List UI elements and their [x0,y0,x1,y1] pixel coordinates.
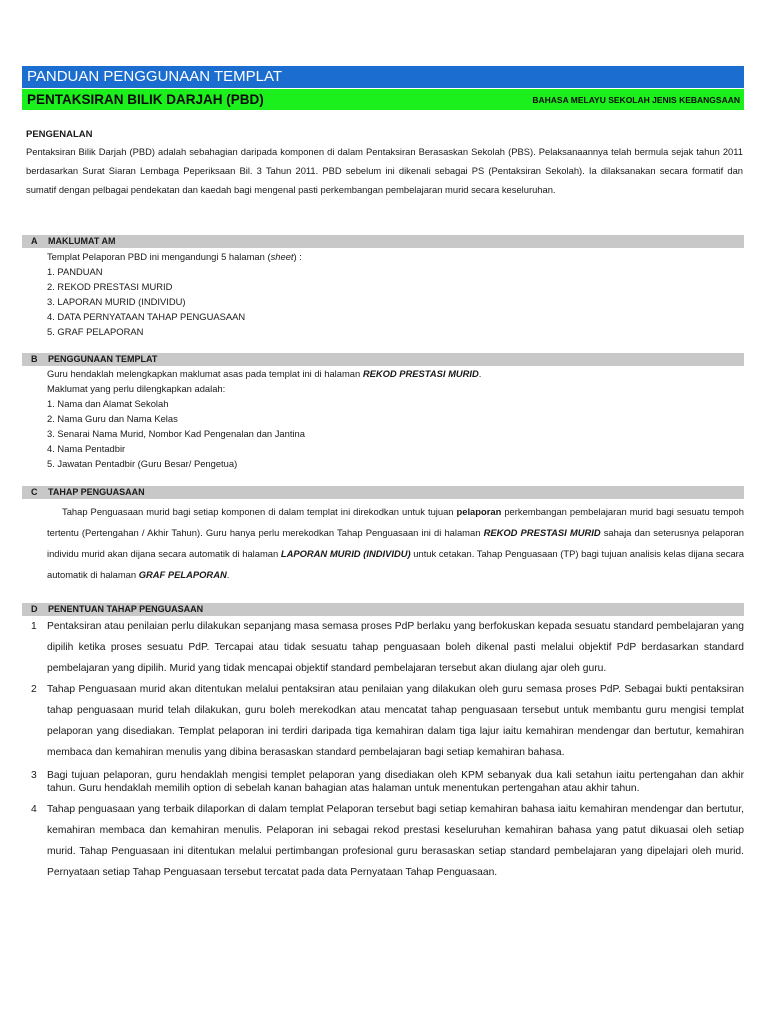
banner-subject: BAHASA MELAYU SEKOLAH JENIS KEBANGSAAN [532,94,740,105]
list-item: 2. REKOD PRESTASI MURID [47,281,173,292]
text-run: ) : [293,251,302,262]
item-text: Bagi tujuan pelaporan, guru hendaklah mengisi templet pelaporan yang disediakan oleh KPM sebanyak dua kali setahun iaitu pertengahan dan akhir tahun. Guru hendaklah memilih option di sebelah kanan bahagian atas halaman untuk menentukan pertengahan atau akhir tahun. [47,770,744,794]
section-c-letter: C [31,487,38,497]
emphasis-text: REKOD PRESTASI MURID [483,527,601,538]
section-b-lead [47,366,744,381]
item-number: 3 [31,770,37,781]
list-item: 1. PANDUAN [47,266,103,277]
numbered-item-4 [22,799,744,883]
emphasis-text: LAPORAN MURID (INDIVIDU) [280,548,411,559]
list-item: 2. Nama Guru dan Nama Kelas [47,413,178,424]
text-run: Tahap Penguasaan murid bagi setiap komponen di dalam templat ini direkodkan untuk tujuan [47,506,457,517]
numbered-item-3 [22,769,744,795]
numbered-item-2 [22,679,744,763]
banner-subtitle-bar [22,89,744,110]
text-run: sahaja dan seterusnya pelaporan individu murid akan dijana secara automatik di halaman [47,527,747,559]
item-text: Tahap Penguasaan murid akan ditentukan melalui pentaksiran atau penilaian yang dilakukan oleh guru semasa proses PdP. Sebagai bukti pentaksiran tahap penguasaan murid telah dilakukan, guru boleh merekodkan atau mencatat tahap penguasaan tersebut untuk membantu guru mengisi templat pelaporan yang disediakan. Templat pelaporan ini terdiri daripada tiga kemahiran dalam tiga lajur iaitu kemahiran mendengar dan bertutur, kemahiran membaca dan kemahiran menulis yang dibina berasaskan standard pembelajaran bagi setiap kemahiran bahasa. [47,684,744,758]
item-text: Pentaksiran atau penilaian perlu dilakukan sepanjang masa semasa proses PdP berlaku yang berfokuskan kepada sesuatu standard pembelajaran yang dipilih ketika proses sesuatu PdP. Tercapai atau tidak sesuatu tahap penguasaan boleh dikenal pasti melalui objektif PdP berdasarkan standard pembelajaran yang dipilih. Murid yang tidak mencapai objektif standard pembelajaran tersebut akan diulang ajar oleh guru. [47,621,744,674]
section-b-letter: B [31,354,38,364]
list-item: 5. Jawatan Pentadbir (Guru Besar/ Pengetua) [47,458,238,469]
section-d-header [22,603,744,616]
text-run: Templat Pelaporan PBD ini mengandungi 5 halaman ( [47,251,271,262]
item-number: 2 [31,684,37,695]
list-item: 3. Senarai Nama Murid, Nombor Kad Pengenalan dan Jantina [47,428,305,439]
section-a-header [22,235,744,248]
text-run: . [478,368,482,379]
item-number: 4 [31,804,37,815]
section-b-header [22,353,744,366]
numbered-item-1 [22,616,744,679]
section-b-title: PENGGUNAAN TEMPLAT [48,354,158,364]
list-item: 3. LAPORAN MURID (INDIVIDU) [47,296,186,307]
section-d-list [22,616,744,883]
list-item: 4. DATA PERNYATAAN TAHAP PENGUASAAN [47,311,246,322]
intro-heading: PENGENALAN [26,129,93,140]
emphasis-text: sheet [270,251,294,262]
text-run: untuk cetakan. Tahap Penguasaan (TP) bagi tujuan analisis kelas dijana secara automatik di halaman [47,548,747,580]
section-d-letter: D [31,604,38,614]
banner-subtitle: PENTAKSIRAN BILIK DARJAH (PBD) [27,92,264,107]
intro-body: Pentaksiran Bilik Darjah (PBD) adalah sebahagian daripada komponen di dalam Pentaksiran Berasaskan Sekolah (PBS). Pelaksanaannya telah bermula sejak tahun 2011 berdasarkan Surat Siaran Lembaga Peperiksaan Bil. 3 Tahun 2011. PBD sebelum ini dikenali sebagai PS (Pentaksiran Sekolah). Ia dilaksanakan secara formatif dan sumatif dengan pelbagai pendekatan dan kaedah bagi mengenal pasti perkembangan pembelajaran murid secara keseluruhan. [26,146,743,195]
banner-title: PANDUAN PENGGUNAAN TEMPLAT [22,66,744,88]
list-item: 1. Nama dan Alamat Sekolah [47,398,169,409]
list-item: 5. GRAF PELAPORAN [47,326,144,337]
text-run: . [226,569,230,580]
section-a-body [47,249,744,339]
text-run: perkembangan pembelajaran murid bagi sesuatu tempoh tertentu (Pertengahan / Akhir Tahun). Guru hanya perlu merekodkan Tahap Penguasaan ini di halaman [47,506,747,538]
list-item: 4. Nama Pentadbir [47,443,126,454]
section-b-lead-2: Maklumat yang perlu dilengkapkan adalah: [47,383,226,394]
section-a-list [47,264,744,339]
intro-section [26,128,743,199]
emphasis-text: GRAF PELAPORAN [138,569,227,580]
section-a-letter: A [31,236,38,246]
section-a-lead [47,249,744,264]
section-c-title: TAHAP PENGUASAAN [48,487,145,497]
section-c-header [22,486,744,499]
emphasis-text: REKOD PRESTASI MURID [362,368,479,379]
section-d-title: PENENTUAN TAHAP PENGUASAAN [48,604,204,614]
text-run: Guru hendaklah melengkapkan maklumat asas pada templat ini di halaman [47,368,363,379]
item-number: 1 [31,621,37,632]
section-b-list [47,396,744,471]
item-text: Tahap penguasaan yang terbaik dilaporkan di dalam templat Pelaporan tersebut bagi setiap kemahiran bahasa iaitu kemahiran mendengar dan bertutur, kemahiran membaca dan kemahiran menulis. Pelaporan ini sebagai rekod prestasi keseluruhan kemahiran bahasa yang patut dikuasai oleh setiap murid. Tahap Penguasaan ini ditentukan melalui pertimbangan profesional guru berasaskan setiap standard pembelajaran yang dipelajari oleh murid. Pernyataan setiap Tahap Penguasaan tersebut tercatat pada data Pernyataan Tahap Penguasaan. [47,804,744,878]
section-c-body [47,501,747,585]
section-b-body [47,366,744,471]
emphasis-text: pelaporan [456,506,502,517]
section-a-title: MAKLUMAT AM [48,236,116,246]
